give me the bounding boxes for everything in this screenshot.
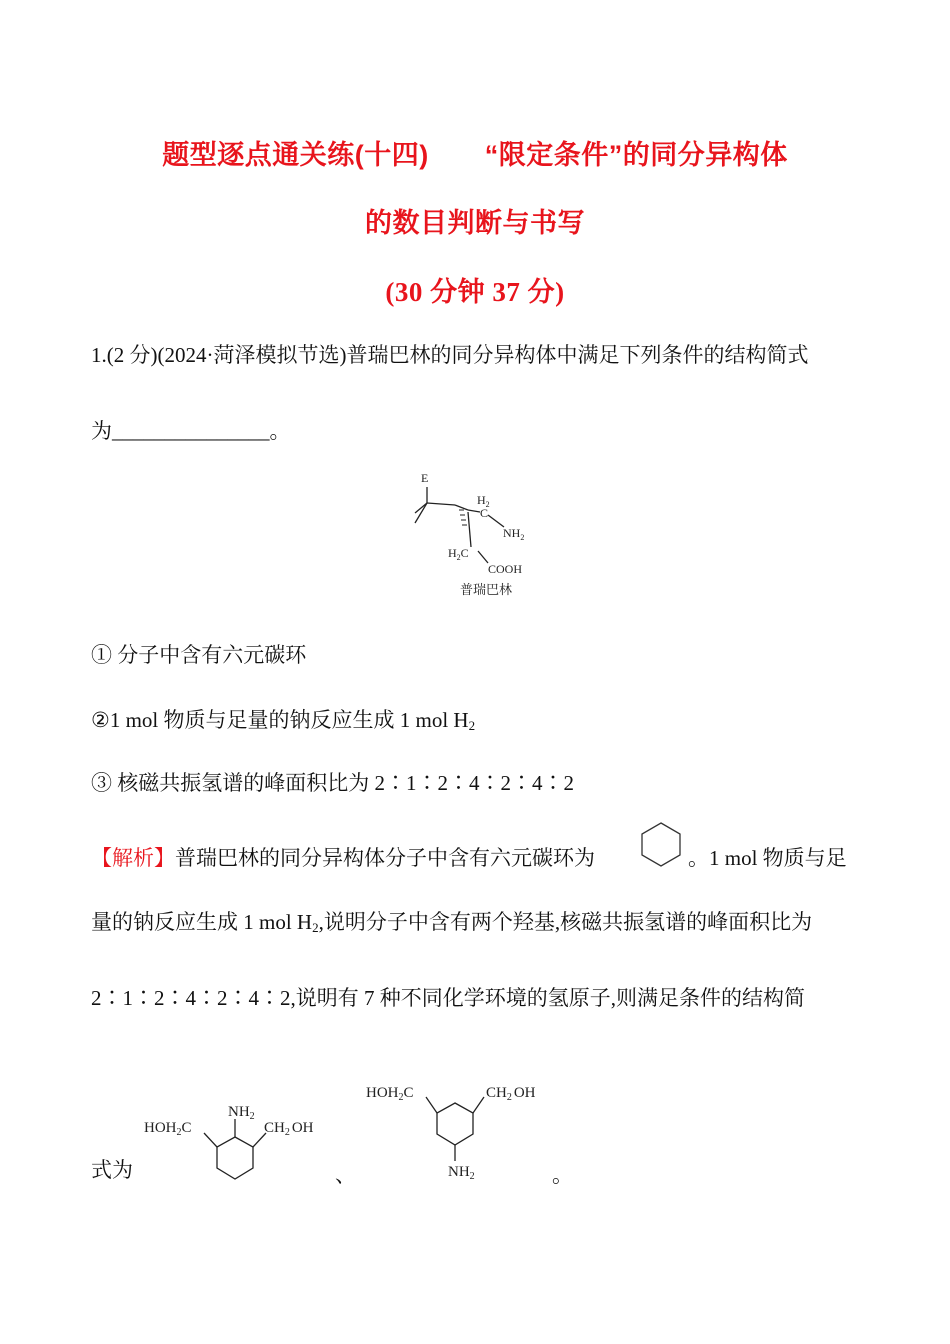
analysis-line-4: 式为 (91, 1158, 133, 1182)
label-e: E (421, 471, 429, 485)
analysis-line-3: 2∶1∶2∶4∶2∶4∶2,说明有 7 种不同化学环境的氢原子,则满足条件的结构简 (91, 986, 805, 1010)
label-cooh: COOH (488, 562, 523, 576)
analysis-tag: 【解析】 (91, 846, 175, 870)
condition-2: ②1 mol 物质与足量的钠反应生成 1 mol $H_2$ (91, 708, 476, 733)
end-mark: 。 (552, 1163, 573, 1187)
answer-prefix: 为 (91, 419, 112, 443)
condition-1: ① 分子中含有六元碳环 (91, 643, 307, 667)
pregabalin-structure (400, 465, 560, 605)
s1-right-label: $CH_2$ OH (264, 1120, 314, 1138)
title-line-2: 的数目判断与书写 (365, 208, 585, 238)
s1-top-label: $NH_2$ (228, 1104, 255, 1122)
s2-left-label: $HOH_2C$ (366, 1085, 414, 1103)
analysis-line-1: 【解析】普瑞巴林的同分异构体分子中含有六元碳环为 (91, 846, 595, 870)
title-line-1 (0, 133, 950, 172)
answer-line (91, 416, 291, 446)
question-stem: 1.(2 分)(2024·菏泽模拟节选)普瑞巴林的同分异构体中满足下列条件的结构简式 (91, 343, 809, 367)
analysis-line-1-end: 。1 mol 物质与足 (688, 846, 847, 870)
title-part-b: “限定条件”的同分异构体 (484, 140, 788, 170)
time-limit: (30 分钟 37 分) (385, 277, 565, 307)
label-h2-top: $H_2$ (477, 493, 490, 509)
s2-right-label: $CH_2$ OH (486, 1085, 536, 1103)
figure-caption: 普瑞巴林 (460, 583, 513, 598)
structure-1 (140, 1095, 340, 1190)
answer-blank: _______________ (112, 419, 270, 443)
s2-bottom-label: $NH_2$ (448, 1164, 475, 1182)
answer-suffix: 。 (269, 419, 291, 443)
s1-left-label: $HOH_2C$ (144, 1120, 192, 1138)
structure-2 (362, 1075, 562, 1185)
condition-3: ③ 核磁共振氢谱的峰面积比为 2∶1∶2∶4∶2∶4∶2 (91, 771, 574, 795)
separator: 、 (335, 1163, 356, 1187)
analysis-line-2: 量的钠反应生成 1 mol $H_2$,说明分子中含有两个羟基,核磁共振氢谱的峰面积比为 (91, 910, 813, 935)
cyclohexane-ring (638, 820, 684, 868)
label-h2c: $H_2C$ (448, 546, 469, 562)
title-part-a: 题型逐点通关练(十四) (162, 140, 429, 170)
label-nh2: $NH_2$ (503, 526, 525, 542)
label-c-top: C (480, 506, 489, 520)
